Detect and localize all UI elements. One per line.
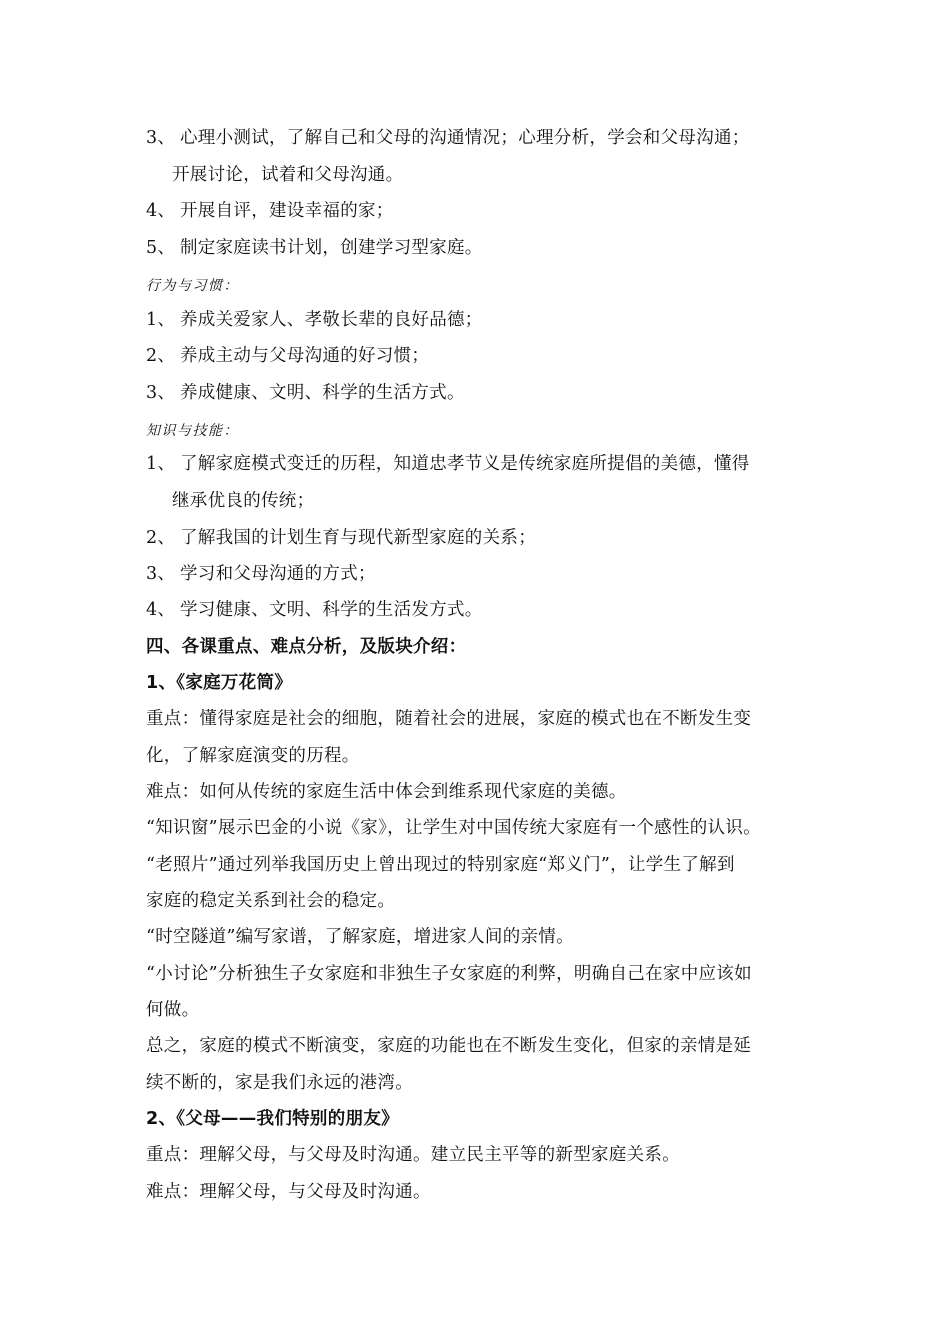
list-item: 1、 了解家庭模式变迁的历程，知道忠孝节义是传统家庭所提倡的美德，懂得: [146, 454, 750, 474]
paragraph-line: “知识窗”展示巴金的小说《家》，让学生对中国传统大家庭有一个感性的认识。: [146, 818, 761, 838]
paragraph-line: 何做。: [146, 1000, 200, 1020]
paragraph-line: 续不断的，家是我们永远的港湾。: [146, 1073, 413, 1093]
list-item: 3、 养成健康、文明、科学的生活方式。: [146, 383, 465, 403]
lesson-title: 1、《家庭万花筒》: [146, 673, 293, 693]
paragraph-line: 总之，家庭的模式不断演变，家庭的功能也在不断发生变化，但家的亲情是延: [146, 1036, 752, 1056]
paragraph-line: 化，了解家庭演变的历程。: [146, 746, 360, 766]
paragraph-line: 难点：理解父母，与父母及时沟通。: [146, 1182, 431, 1202]
list-item-continuation: 开展讨论，试着和父母沟通。: [172, 165, 404, 185]
paragraph-line: 重点：理解父母，与父母及时沟通。建立民主平等的新型家庭关系。: [146, 1145, 680, 1165]
paragraph-line: “老照片”通过列举我国历史上曾出现过的特别家庭“郑义门”，让学生了解到: [146, 855, 735, 875]
paragraph-line: 难点：如何从传统的家庭生活中体会到维系现代家庭的美德。: [146, 782, 627, 802]
list-item: 5、 制定家庭读书计划，创建学习型家庭。: [146, 238, 483, 258]
paragraph-line: 重点：懂得家庭是社会的细胞，随着社会的进展，家庭的模式也在不断发生变: [146, 709, 752, 729]
list-item: 3、 学习和父母沟通的方式；: [146, 564, 376, 584]
list-item: 2、 养成主动与父母沟通的好习惯；: [146, 346, 430, 366]
list-item-continuation: 继承优良的传统；: [172, 491, 315, 511]
list-item: 1、 养成关爱家人、孝敬长辈的良好品德；: [146, 310, 483, 330]
section-heading: 行为与习惯：: [146, 278, 239, 294]
list-item: 3、 心理小测试，了解自己和父母的沟通情况；心理分析，学会和父母沟通；: [146, 128, 750, 148]
list-item: 2、 了解我国的计划生育与现代新型家庭的关系；: [146, 528, 536, 548]
list-item: 4、 学习健康、文明、科学的生活发方式。: [146, 600, 483, 620]
chapter-heading: 四、各课重点、难点分析，及版块介绍：: [146, 637, 467, 657]
paragraph-line: 家庭的稳定关系到社会的稳定。: [146, 891, 396, 911]
list-item: 4、 开展自评，建设幸福的家；: [146, 201, 394, 221]
paragraph-line: “小讨论”分析独生子女家庭和非独生子女家庭的利弊，明确自己在家中应该如: [146, 964, 752, 984]
lesson-title: 2、《父母——我们特别的朋友》: [146, 1109, 399, 1129]
section-heading: 知识与技能：: [146, 423, 239, 439]
paragraph-line: “时空隧道”编写家谱，了解家庭，增进家人间的亲情。: [146, 927, 574, 947]
